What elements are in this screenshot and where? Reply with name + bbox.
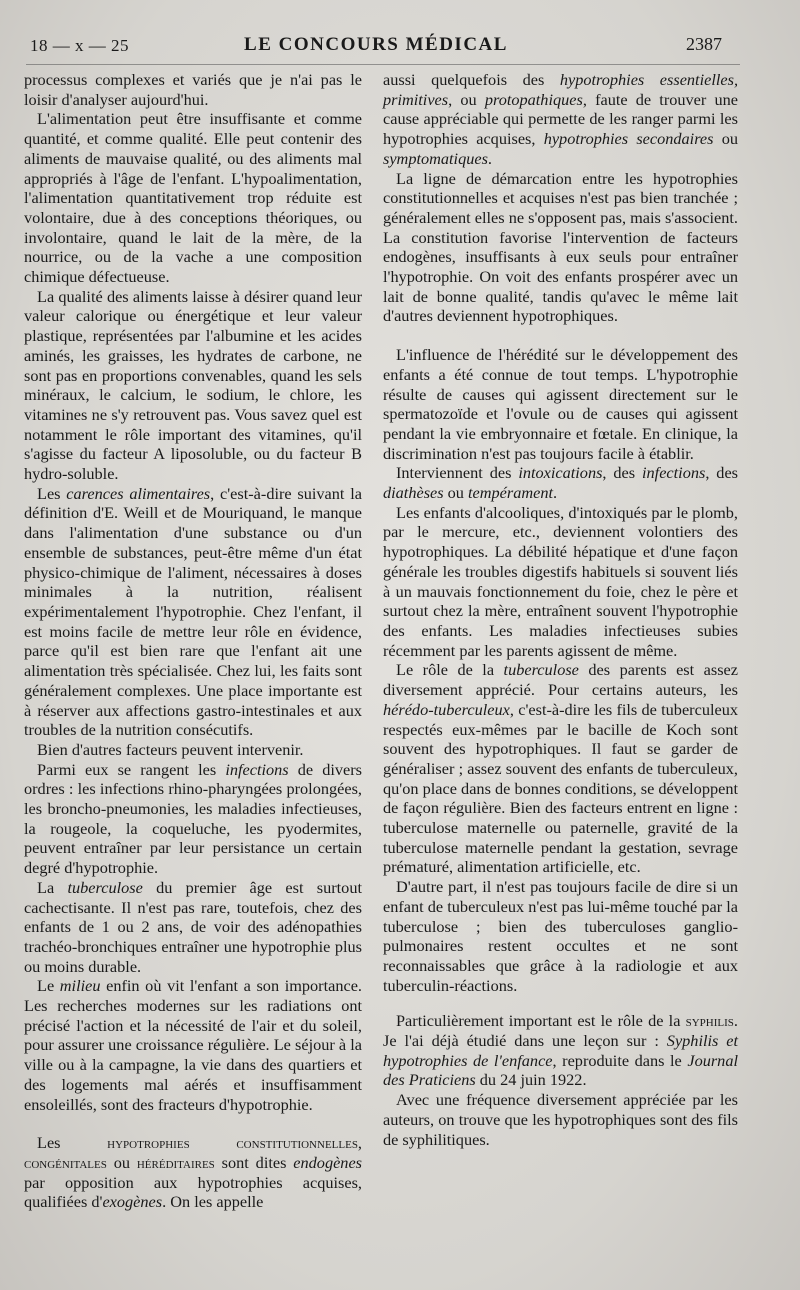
paragraph: Le rôle de la tuberculose des parents est assez diversement apprécié. Pour certains auteurs, les hérédo-tuberculeux, c'est-à-dire les fils de tuberculeux respectés eux-mêmes par le bacille de Koch sont souvent des hypotrophiques. Il faut se garder de généraliser ; assez souvent des enfants de tuberculeux, qu'on place dans de bonnes conditions, se développent de façon régulière. Bien des facteurs entrent en ligne : tuberculose maternelle ou paternelle, gravité de la tuberculose maternelle pendant la gestation, sevrage prématuré, alimentation artificielle, etc. [383,660,738,877]
paragraph: L'alimentation peut être insuffisante et comme quantité, et comme qualité. Elle peut contenir des aliments de mauvaise qualité, ou des aliments mal appropriés à l'âge de l'enfant. L'hypoalimentation, l'alimentation quantitativement trop réduite est volontaire, due à des conceptions théoriques, ou involontaire, quand le lait de la mère, de la nourrice, ou de la vache a une composition chimique défectueuse. [24,109,362,287]
emphasis: infections [642,463,706,483]
journal-title: LE CONCOURS MÉDICAL [244,34,508,55]
emphasis: exogènes [102,1192,163,1212]
paragraph: Les carences alimentaires, c'est-à-dire suivant la définition d'E. Weill et de Mouriquand, le manque dans l'alimentation d'une substance ou d'un ensemble de substances, peut-être même d'un état physico-chimique de l'aliment, nécessaires à doses minimales à la nutrition, réalisent expérimentalement l'hypotrophie. Chez l'enfant, il est moins facile de mettre leur rôle en évidence, parce qu'il est bien rare que l'enfant ait une alimentation très spécialisée. Chez lui, les faits sont généralement complexes. Une place importante est à réserver aux affections gastro-intestinales et aux troubles de la nutrition consécutifs. [24,483,362,740]
paragraph: La qualité des aliments laisse à désirer quand leur valeur calorique ou énergétique et leur valeur plastique, représentées par l'albumine et les acides aminés, les graisses, les hydrates de carbone, ne sont pas en proportions convenables, quand les sels minéraux, le calcium, le sodium, le chlore, les vitamines ne s'y retrouvent pas. Vous savez quel est notamment le rôle important des vitamines, qu'il s'agisse du facteur A liposoluble, ou du facteur B hydro-soluble. [24,286,362,484]
paragraph: Parmi eux se rangent les infections de divers ordres : les infections rhino-pharyngées prolongées, les broncho-pneumonies, les maladies infectieuses, la rougeole, la coqueluche, les pyodermites, peuvent entraîner par leur persistance un certain degré d'hypotrophie. [24,759,363,878]
emphasis: infections [225,759,289,779]
paragraph: La tuberculose du premier âge est surtout cachectisante. Il n'est pas rare, toutefois, chez des enfants de 1 ou 2 ans, de voir des adénopathies trachéo-bronchiques entraîner une hypotrophie plus ou moins durable. [24,877,362,976]
paragraph: Les enfants d'alcooliques, d'intoxiqués par le plomb, par le mercure, etc., deviennent volontiers des hypotrophiques. La débilité hépatique et d'une façon générale les troubles digestifs habituels si souvent liés à un mauvais fonctionnement du foie, chez le père et surtout chez la mère, entraînent souvent l'hypotrophie des enfants. Les maladies infectieuses subies récemment par les parents agissent de même. [383,502,738,660]
emphasis: intoxications [518,463,603,483]
paragraph: Interviennent des intoxications, des infections, des diathèses ou tempérament. [383,463,739,503]
paragraph-gap [383,326,738,345]
emphasis: Journal des Praticiens [383,1050,738,1090]
emphasis: symptomatiques [383,148,488,168]
small-caps: syphilis [685,1011,734,1031]
right-column [383,70,738,1149]
emphasis: hérédo-tuberculeux [383,699,510,719]
emphasis: hypotrophies essentielles, primitives [383,70,739,109]
emphasis: milieu [59,976,101,996]
paragraph: L'influence de l'hérédité sur le développement des enfants a été connue de tout temps. L'hypotrophie résulte de causes qui agissent directement sur le spermatozoïde et l'ovule ou de causes qui agissent pendant la vie embryonnaire et fœtale. En clinique, la discrimination n'est pas toujours facile à établir. [383,345,738,463]
issue-date: 18 — x — 25 [30,36,129,55]
paragraph: La ligne de démarcation entre les hypotrophies constitutionnelles et acquises n'est pas bien tranchée ; généralement elles ne s'opposent pas, mais s'associent. La constitution favorise l'intervention de facteurs endogènes, insuffisants à eux seuls pour entraîner l'hypotrophie. On voit des enfants prospérer avec un lait de bonne qualité, tandis qu'avec le même lait d'autres deviennent hypotrophiques. [383,168,738,326]
emphasis: tuberculose [503,660,579,680]
emphasis: diathèses [383,483,444,503]
emphasis: tempérament [468,483,554,503]
page-number: 2387 [686,34,722,54]
paragraph: processus complexes et variés que je n'ai pas le loisir d'analyser aujourd'hui. [24,70,362,109]
small-caps: héréditaires [136,1152,215,1172]
emphasis: protopathiques [484,89,583,109]
paragraph: Avec une fréquence diversement appréciée par les auteurs, on trouve que les hypotrophiques sont des fils de syphilitiques. [383,1090,738,1149]
page-header [30,34,722,58]
emphasis: endogènes [293,1152,363,1172]
small-caps: hypotrophies constitutionnelles, congénitales [24,1133,363,1172]
paragraph: Bien d'autres facteurs peuvent intervenir. [37,739,304,759]
paragraph: Les hypotrophies constitutionnelles, congénitales ou héréditaires sont dites endogènes par opposition aux hypotrophies acquises, qualifiées d'exogènes. On les appelle [24,1133,363,1212]
paragraph: D'autre part, il n'est pas toujours facile de dire si un enfant de tuberculeux n'est pas lui-même touché par la tuberculose ; bien des tuberculoses ganglio-pulmonaires restent occultes et ne sont reconnaissables que grâce à la radiologie et aux tuberculin-réactions. [383,877,738,995]
emphasis: hypotrophies secondaires [543,129,714,149]
emphasis: Syphilis et hypotrophies de l'enfance [383,1031,738,1070]
emphasis: carences alimentaires [66,483,211,503]
paragraph-gap [24,1114,362,1133]
header-rule [26,64,740,65]
paragraph: aussi quelquefois des hypotrophies essentielles, primitives, ou protopathiques, faute de trouver une cause appréciable qui permette de les ranger parmi les hypotrophies acquises, hypotrophies secondaires ou symptomatiques. [383,70,739,168]
paragraph: Le milieu enfin où vit l'enfant a son importance. Les recherches modernes sur les radiations ont précisé l'action et la nécessité de l'air et du soleil, pour assurer une croissance régulière. Le séjour à la ville ou à la campagne, la vie dans des quartiers et des logements mal aérés et insuffisamment ensoleillés, sont des fracteurs d'hypotrophie. [24,976,362,1114]
emphasis: tuberculose [67,877,143,897]
paragraph-gap [383,995,738,1011]
left-column [24,70,362,1212]
paragraph: Particulièrement important est le rôle de la syphilis. Je l'ai déjà étudié dans une leçon sur : Syphilis et hypotrophies de l'enfance, reproduite dans le Journal des Praticiens du 24 juin 1922. [383,1011,738,1090]
